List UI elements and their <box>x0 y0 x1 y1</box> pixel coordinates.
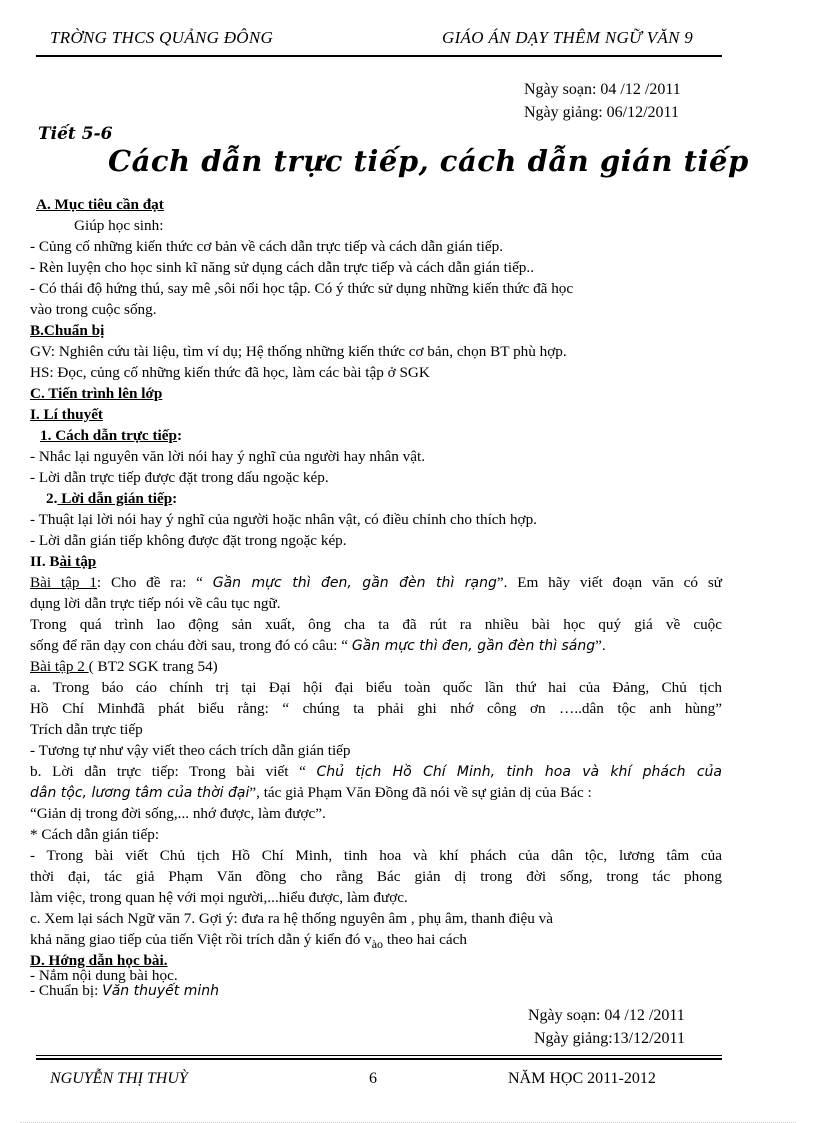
exercise-2-a: Trích dẫn trực tiếp <box>30 721 143 738</box>
lesson-title: Cách dẫn trực tiếp, cách dẫn gián tiếp <box>108 144 749 178</box>
section-i1-item: - Lời dẫn trực tiếp được đặt trong dấu ngoặc kép. <box>30 469 329 486</box>
next-date-prepared: Ngày soạn: 04 /12 /2011 <box>528 1007 685 1024</box>
page-number: 6 <box>369 1070 377 1087</box>
section-a-intro: Giúp học sinh: <box>74 217 164 234</box>
section-d-item: - Nắm nội dung bài học. <box>30 967 178 984</box>
exercise-2-c: c. Xem lại sách Ngữ văn 7. Gợi ý: đưa ra hệ thống nguyên âm , phụ âm, thanh điệu và <box>30 910 554 927</box>
exercise-2-c: khả năng giao tiếp của tiến Việt rồi trích dẫn ý kiến đó $v_{ào}$ theo hai cách <box>30 931 467 952</box>
exercise-2-b: - Trong bài viết Chủ tịch Hồ Chí Minh, tinh hoa và khí phách của dân tộc, lương tâm của <box>30 847 722 864</box>
section-i2-item: - Lời dẫn gián tiếp không được đặt trong ngoặc kép. <box>30 532 347 549</box>
exercise-2-b: “Giản dị trong đời sống,... nhớ được, làm được”. <box>30 805 326 822</box>
header-subject: GIÁO ÁN DẠY THÊM NGỮ VĂN 9 <box>442 28 694 47</box>
exercise-2-a: Hồ Chí Minhđã phát biểu rằng: “ chúng ta phải ghi nhớ công ơn …..dân tộc anh hùng” <box>30 700 722 717</box>
section-a-heading: A. Mục tiêu cần đạt <box>36 196 164 213</box>
section-a-item: - Có thái độ hứng thú, say mê ,sôi nổi học tập. Có ý thức sử dụng những kiến thức đã học <box>30 280 574 297</box>
exercise-2-a: a. Trong báo cáo chính trị tại Đại hội đại biểu toàn quốc lần thứ hai của Đảng, Chủ tịch <box>30 679 722 696</box>
section-b-hs: HS: Đọc, củng cố những kiến thức đã học, làm các bài tập ở SGK <box>30 364 430 381</box>
exercise-2-b: b. Lời dẫn trực tiếp: Trong bài viết “ Chủ tịch Hồ Chí Minh, tinh hoa và khí phách của <box>30 763 722 780</box>
footer-school-year: NĂM HỌC 2011-2012 <box>508 1070 656 1087</box>
section-a-item: - Rèn luyện cho học sinh kĩ năng sử dụng cách dẫn trực tiếp và cách dẫn gián tiếp.. <box>30 259 534 276</box>
footer-rule-top <box>36 1055 722 1056</box>
next-date-taught: Ngày giảng:13/12/2011 <box>534 1030 685 1047</box>
section-b-gv: GV: Nghiên cứu tài liệu, tìm ví dụ; Hệ thống những kiến thức cơ bản, chọn BT phù hợp. <box>30 343 567 360</box>
section-d-item: - Chuẩn bị: Văn thuyết minh <box>30 982 219 999</box>
exercise-2-heading: Bài tập 2 ( BT2 SGK trang 54) <box>30 658 218 675</box>
exercise-1-cont: dụng lời dẫn trực tiếp nói về câu tục ngữ. <box>30 595 281 612</box>
section-ii-heading: II. Bài tập <box>30 553 97 570</box>
exercise-1-answer-cont: sống để răn dạy con cháu đời sau, trong đó có câu: “ Gần mực thì đen, gần đèn thì sáng”. <box>30 637 606 654</box>
section-d-heading: D. Hớng dẫn học bài. <box>30 952 168 969</box>
section-a-item-cont: vào trong cuộc sống. <box>30 301 157 318</box>
section-b-heading: B.Chuẩn bị <box>30 322 105 339</box>
section-i-heading: I. Lí thuyết <box>30 406 103 423</box>
footer-rule-bottom <box>36 1058 722 1060</box>
section-i2-heading: 2. Lời dẫn gián tiếp: <box>46 490 178 507</box>
exercise-2-b: dân tộc, lương tâm của thời đại”, tác giả Phạm Văn Đồng đã nói về sự giản dị của Bác : <box>30 784 592 801</box>
lesson-body <box>30 194 722 998</box>
section-a-item: - Củng cố những kiến thức cơ bản về cách dẫn trực tiếp và cách dẫn gián tiếp. <box>30 238 503 255</box>
section-i1-heading: 1. Cách dẫn trực tiếp: <box>40 427 182 444</box>
exercise-2-a: - Tương tự như vậy viết theo cách trích dẫn gián tiếp <box>30 742 351 759</box>
lesson-number: Tiết 5-6 <box>38 124 113 144</box>
header-school: TRỜNG THCS QUẢNG ĐÔNG <box>50 28 274 47</box>
date-prepared: Ngày soạn: 04 /12 /2011 <box>524 81 681 98</box>
section-c-heading: C. Tiến trình lên lớp <box>30 385 163 402</box>
section-i1-item: - Nhắc lại nguyên văn lời nói hay ý nghĩ của người hay nhân vật. <box>30 448 426 465</box>
header-rule <box>36 55 722 57</box>
date-taught: Ngày giảng: 06/12/2011 <box>524 104 679 121</box>
exercise-2-b: làm việc, trong quan hệ với mọi người,...hiểu được, làm được. <box>30 889 408 906</box>
exercise-2-b: thời đại, tác giả Phạm Văn đồng cho rằng Bác giản dị trong đời sống, trong tác phong <box>30 868 722 885</box>
exercise-2-b: * Cách dẫn gián tiếp: <box>30 826 160 843</box>
footer-author: NGUYỄN THỊ THUỲ <box>50 1070 188 1087</box>
exercise-1: Bài tập 1: Cho đề ra: “ Gần mực thì đen, gần đèn thì rạng”. Em hãy viết đoạn văn có sử <box>30 574 722 591</box>
section-i2-item: - Thuật lại lời nói hay ý nghĩ của người hoặc nhân vật, có điều chỉnh cho thích hợp. <box>30 511 537 528</box>
exercise-1-answer: Trong quá trình lao động sản xuất, ông cha ta đã rút ra nhiều bài học quý giá về cuộc <box>30 616 722 633</box>
